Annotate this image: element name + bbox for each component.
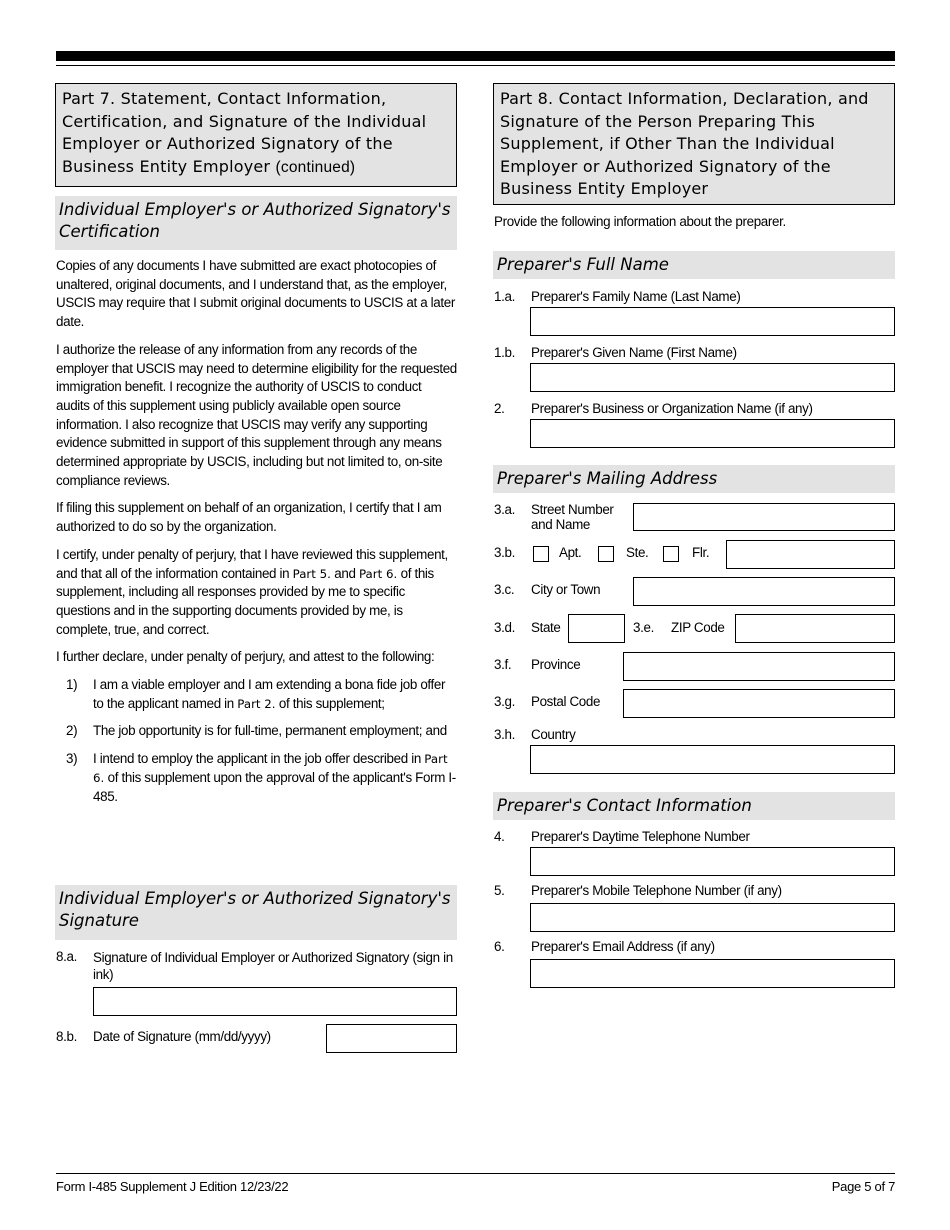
list-item — [56, 750, 458, 806]
q6-number: 6. — [494, 939, 505, 954]
q8a-number: 8.a. — [56, 949, 77, 964]
postal-code-field[interactable] — [623, 689, 895, 718]
q3f-label: Province — [531, 657, 581, 672]
q3g-number: 3.g. — [494, 694, 515, 709]
q3c-number: 3.c. — [494, 582, 515, 597]
part7-title: Part 7. Statement, Contact Information, Certification, and Signature of the Individual Employer or Authorized Signatory of the Business Entity Employer — [62, 89, 427, 176]
footer-form-edition: Form I-485 Supplement J Edition 12/23/22 — [56, 1179, 289, 1194]
para4-text-b: and — [330, 565, 359, 581]
list-item-text: The job opportunity is for full-time, permanent employment; and — [93, 723, 447, 739]
q3c-label: City or Town — [531, 582, 601, 597]
q6-label: Preparer's Email Address (if any) — [531, 939, 715, 954]
preparer-contact-heading: Preparer's Contact Information — [493, 792, 895, 820]
certification-paragraph-4 — [56, 546, 458, 640]
q1b-label: Preparer's Given Name (First Name) — [531, 345, 737, 360]
part7-header — [55, 83, 457, 187]
zip-code-field[interactable] — [735, 614, 895, 643]
certification-paragraph-3: If filing this supplement on behalf of an organization, I certify that I am authorized to do so by the organization. — [56, 500, 442, 535]
q1b-number: 1.b. — [494, 345, 515, 360]
city-field[interactable] — [633, 577, 895, 606]
certification-paragraph-5: I further declare, under penalty of perjury, and attest to the following: — [56, 649, 435, 665]
date-of-signature-field[interactable] — [326, 1024, 457, 1053]
preparer-full-name-heading: Preparer's Full Name — [493, 251, 895, 279]
q4-label: Preparer's Daytime Telephone Number — [531, 829, 750, 844]
list-item-text-end: of this supplement; — [275, 695, 385, 711]
list-item-text: I am a viable employer and I am extending a bona fide job offer to the applicant named in — [93, 677, 446, 711]
flr-label: Flr. — [692, 545, 710, 560]
q3e-number: 3.e. — [633, 620, 654, 635]
q3e-label: ZIP Code — [671, 620, 725, 635]
list-item-ref: Part 2. — [237, 696, 276, 711]
signature-field[interactable] — [93, 987, 457, 1016]
preparer-intro: Provide the following information about the preparer. — [494, 214, 786, 229]
top-rule-thin — [56, 65, 895, 66]
daytime-phone-field[interactable] — [530, 847, 895, 876]
certification-heading: Individual Employer's or Authorized Signatory's Certification — [55, 196, 457, 250]
ste-checkbox[interactable] — [598, 546, 614, 562]
province-field[interactable] — [623, 652, 895, 681]
q3a-number: 3.a. — [494, 502, 515, 517]
ste-label: Ste. — [626, 545, 649, 560]
mobile-phone-field[interactable] — [530, 903, 895, 932]
street-field[interactable] — [633, 503, 895, 531]
footer-page-number: Page 5 of 7 — [831, 1179, 895, 1194]
list-item-number: 3) — [66, 751, 78, 767]
q3a-label-line1: Street Number — [531, 502, 614, 517]
q8a-label: Signature of Individual Employer or Authorized Signatory (sign in ink) — [93, 950, 453, 982]
family-name-field[interactable] — [530, 307, 895, 336]
list-item-ref: Part 6. — [93, 752, 448, 785]
state-field[interactable] — [568, 614, 625, 643]
preparer-mailing-address-heading: Preparer's Mailing Address — [493, 465, 895, 493]
certification-paragraph-2: I authorize the release of any information from any records of the employer that USCIS may need to determine eligibility for the requested immigration benefit. I recognize the authority of USCIS to conduct audits of this supplement using publicly available open source information. I also recognize that USCIS may verify any supporting evidence submitted in support of this supplement through any means determined appropriate by USCIS, including but not limited to, on-site compliance reviews. — [56, 341, 457, 488]
q1a-number: 1.a. — [494, 289, 515, 304]
unit-number-field[interactable] — [726, 540, 895, 569]
q3h-number: 3.h. — [494, 727, 515, 742]
business-name-field[interactable] — [530, 419, 895, 448]
footer-rule — [56, 1173, 895, 1174]
q3f-number: 3.f. — [494, 657, 512, 672]
para4-ref-part5: Part 5. — [292, 566, 331, 581]
flr-checkbox[interactable] — [663, 546, 679, 562]
apt-label: Apt. — [559, 545, 582, 560]
q8b-number: 8.b. — [56, 1029, 77, 1044]
q3d-number: 3.d. — [494, 620, 515, 635]
q4-number: 4. — [494, 829, 505, 844]
country-field[interactable] — [530, 745, 895, 774]
top-rule-thick — [56, 51, 895, 61]
q1a-label: Preparer's Family Name (Last Name) — [531, 289, 741, 304]
q3b-number: 3.b. — [494, 545, 515, 560]
q5-number: 5. — [494, 883, 505, 898]
list-item-number: 2) — [66, 723, 78, 739]
q3d-label: State — [531, 620, 561, 635]
certification-paragraph-1: Copies of any documents I have submitted are exact photocopies of unaltered, original documents, and I understand that, as the employer, USCIS may require that I submit original documents to USCIS at a later date. — [56, 258, 455, 330]
certification-body — [56, 257, 458, 815]
para4-text-a: I certify, under penalty of perjury, that I have reviewed this supplement, and that all of the information contained in — [56, 546, 448, 581]
list-item — [56, 676, 458, 713]
apt-checkbox[interactable] — [533, 546, 549, 562]
part7-continued: (continued) — [275, 158, 356, 176]
q2-number: 2. — [494, 401, 505, 416]
signature-heading: Individual Employer's or Authorized Signatory's Signature — [55, 885, 457, 940]
given-name-field[interactable] — [530, 363, 895, 392]
q3a-label-line2: and Name — [531, 517, 590, 532]
list-item — [56, 722, 458, 741]
q5-label: Preparer's Mobile Telephone Number (if any) — [531, 883, 782, 898]
list-item-text-end: of this supplement upon the approval of the applicant's Form I-485. — [93, 769, 456, 804]
q2-label: Preparer's Business or Organization Name (if any) — [531, 401, 813, 416]
para4-ref-part6: Part 6. — [358, 566, 398, 581]
list-item-number: 1) — [66, 677, 78, 693]
part8-header: Part 8. Contact Information, Declaration, and Signature of the Person Preparing This Supplement, if Other Than the Individual Employer or Authorized Signatory of the Business Entity Employer — [493, 83, 895, 205]
para4-text-c: of this supplement, including all responses provided by me to specific questions and in the supporting documents provided by me, is complete, true, and correct. — [56, 565, 434, 637]
q8b-label: Date of Signature (mm/dd/yyyy) — [93, 1029, 271, 1044]
q3g-label: Postal Code — [531, 694, 601, 709]
q3h-label: Country — [531, 727, 576, 742]
list-item-text: I intend to employ the applicant in the job offer described in — [93, 751, 425, 767]
email-field[interactable] — [530, 959, 895, 988]
